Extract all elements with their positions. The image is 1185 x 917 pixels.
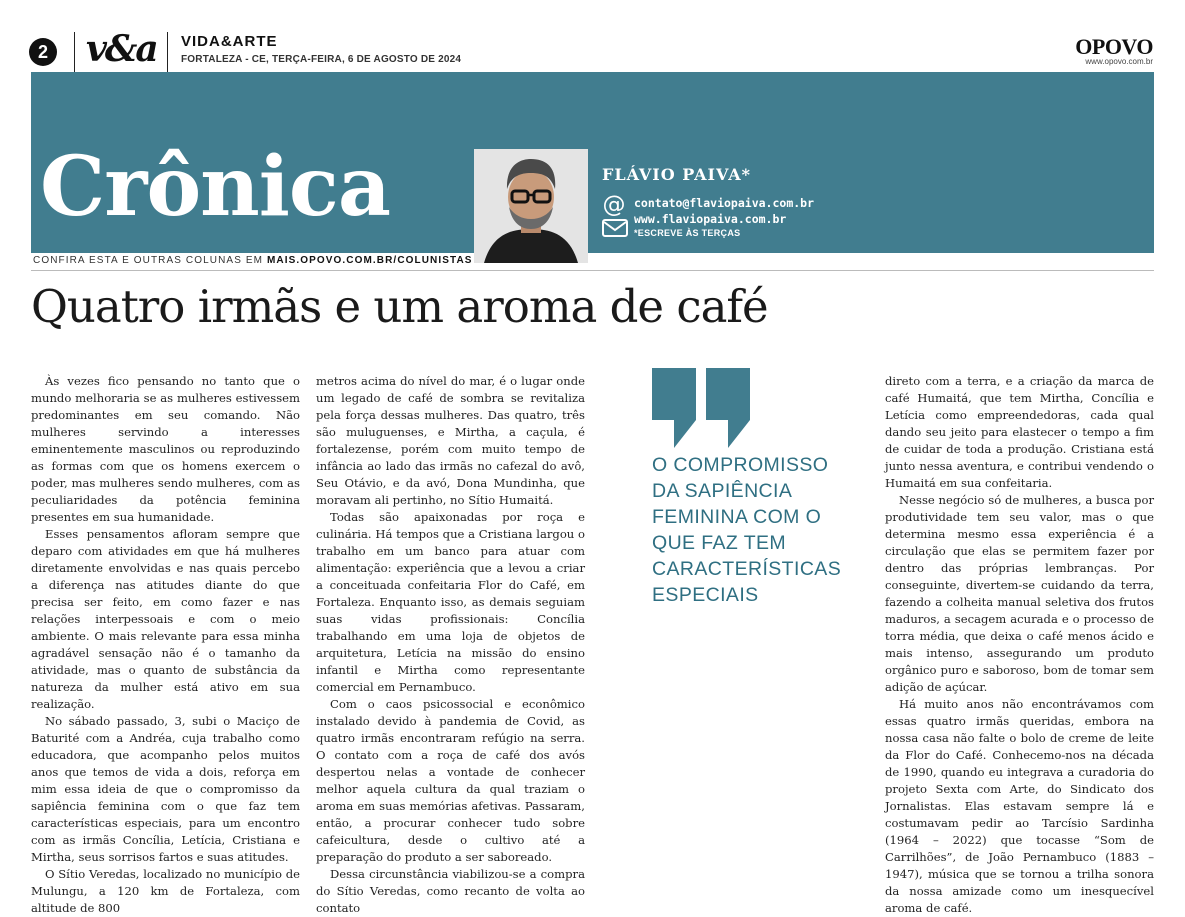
paragraph: Há muito anos não encontrávamos com essas quatro irmãs queridas, embora na nossa casa não falte o bolo de creme de leite da Flor do Café. Conhecemo-nos na década de 1990, quando eu integrava a curadoria do projeto Sexta com Arte, do Sindicato dos Jornalistas. Elas estavam sempre lá e costumavam pedir ao Tarcísio Sardinha (1964 – 2022) que tocasse “Som de Carrilhões”, de João Pernambuco (1883 – 1947), música que se tornou a trilha sonora da nossa amizade como um inesquecível aroma de café. [885,697,1154,915]
quote-mark-icon [706,368,750,448]
paragraph: Todas são apaixonadas por roça e culinária. Há tempos que a Cristiana largou o trabalho em um banco para atuar com alimentação: experiência que a levou a criar a conceituada confeitaria Flor do Café, em Fortaleza. Enquanto isso, as demais seguiam suas vidas profissionais: Concília trabalhando em uma loja de objetos de arquitetura, Letícia na missão do ensino infantil e Mirtha como representante comercial em Pernambuco. [316,510,585,694]
author-avatar [474,149,588,263]
author-website[interactable]: www.flaviopaiva.com.br [634,212,787,226]
paragraph: Nesse negócio só de mulheres, a busca por produtividade tem seu valor, mas o que determina mesmo essa experiência é a circulação que elas se permitem fazer por dentro das próprias lembranças. Por conseguinte, divertem-se cuidando da terra, fazendo a colheita manual seletiva dos frutos maduros, a secagem acurada e o processo de torra média, que deixa o café menos ácido e mais intenso, assegurando um produto orgânico puro e saboroso, bom de tomar sem adição de açúcar. [885,493,1154,694]
article-column-4 [885,373,1154,915]
paragraph: Às vezes fico pensando no tanto que o mundo melhoraria se as mulheres estivessem predominantes em seu comando. Não mulheres servindo a interesses eminentemente masculinos ou reproduzindo as formas com que os homens exercem o poder, mas mulheres sendo mulheres, com as peculiaridades da potência feminina presentes em sua humanidade. [31,374,300,524]
section-logo: v&a [86,28,157,70]
page-number: 2 [29,38,57,66]
article-column-1 [31,373,300,915]
author-name: FLÁVIO PAIVA* [602,165,751,184]
divider-line [31,270,1154,271]
section-name: VIDA&ARTE [181,33,278,50]
quote-mark-icon [652,368,696,448]
paragraph: direto com a terra, e a criação da marca de café Humaitá, que tem Mirtha, Concília e Letícia como empreendedoras, cada qual dando seu jeito para elastecer o tempo a fim de cuidar de toda a produção. Cristiana está junto nessa aventura, e contribui vendendo o Humaitá em sua confeitaria. [885,374,1154,490]
paragraph: Esses pensamentos afloram sempre que deparo com atividades em que há mulheres diretamente envolvidas e nas quais percebo a diferença nas atitudes diante do que precisa ser feito, em como fazer e nas relações interpessoais e com o meio ambiente. O mais relevante para essa minha agradável sensação não é o tamanho da atividade, mas o quanto de substância da natureza da mulher está ativo em sua realização. [31,527,300,711]
article-headline: Quatro irmãs e um aroma de café [31,280,768,333]
more-columns-link[interactable]: MAIS.OPOVO.COM.BR/COLUNISTAS [266,255,473,266]
author-email[interactable]: contato@flaviopaiva.com.br [634,196,815,210]
paragraph: No sábado passado, 3, subi o Maciço de Baturité com a Andréa, cuja trabalho como educadora, que acompanho pelos muitos anos que temos de vida a dois, reforça em mim essa ideia de que o compromisso da sapiência feminina com o que faz tem características especiais, para um encontro com as irmãs Concília, Letícia, Cristiana e Mirtha, seus sorrisos fartos e suas atitudes. [31,714,300,864]
at-icon: @ [602,192,626,218]
paragraph: Dessa circunstância viabilizou-se a compra do Sítio Veredas, como recanto de volta ao contato [316,867,585,915]
brand-site: www.opovo.com.br [1085,57,1153,66]
author-portrait-icon [474,149,588,263]
more-columns-note [33,255,473,266]
paragraph: metros acima do nível do mar, é o lugar onde um legado de café de sombra se revitaliza pela força dessas mulheres. Das quatro, três são muluguenses, e Mirtha, a caçula, é fortalezense, porém com muito tempo de infância ao lado das irmãs no cafezal do avô, Seu Otávio, e da avó, Dona Mundinha, que moravam ali pertinho, no Sítio Humaitá. [316,374,585,507]
brand-logo: OPOVO [1075,34,1153,59]
pull-quote: O COMPROMISSO DA SAPIÊNCIA FEMININA COM O QUE FAZ TEM CARACTERÍSTICAS ESPECIAIS [652,454,842,606]
article-column-2 [316,373,585,915]
header-divider [167,32,168,72]
more-columns-prefix: CONFIRA ESTA E OUTRAS COLUNAS EM [33,255,264,266]
section-title: Crônica [40,139,390,235]
envelope-icon [602,219,628,237]
dateline: FORTALEZA - CE, TERÇA-FEIRA, 6 DE AGOSTO DE 2024 [181,54,462,65]
paragraph: Com o caos psicossocial e econômico instalado devido à pandemia de Covid, as quatro irmãs encontraram refúgio na serra. O contato com a roça de café dos avós despertou nelas a vontade de conhecer melhor aquela cultura da qual traziam o aroma em suas memórias afetivas. Passaram, então, a procurar conhecer tudo sobre cafeicultura, desde o cultivo até a preparação do produto a ser saboreado. [316,697,585,864]
paragraph: O Sítio Veredas, localizado no município de Mulungu, a 120 km de Fortaleza, com altitude de 800 [31,867,300,915]
author-schedule: *ESCREVE ÀS TERÇAS [634,228,741,238]
header-divider [74,32,75,72]
